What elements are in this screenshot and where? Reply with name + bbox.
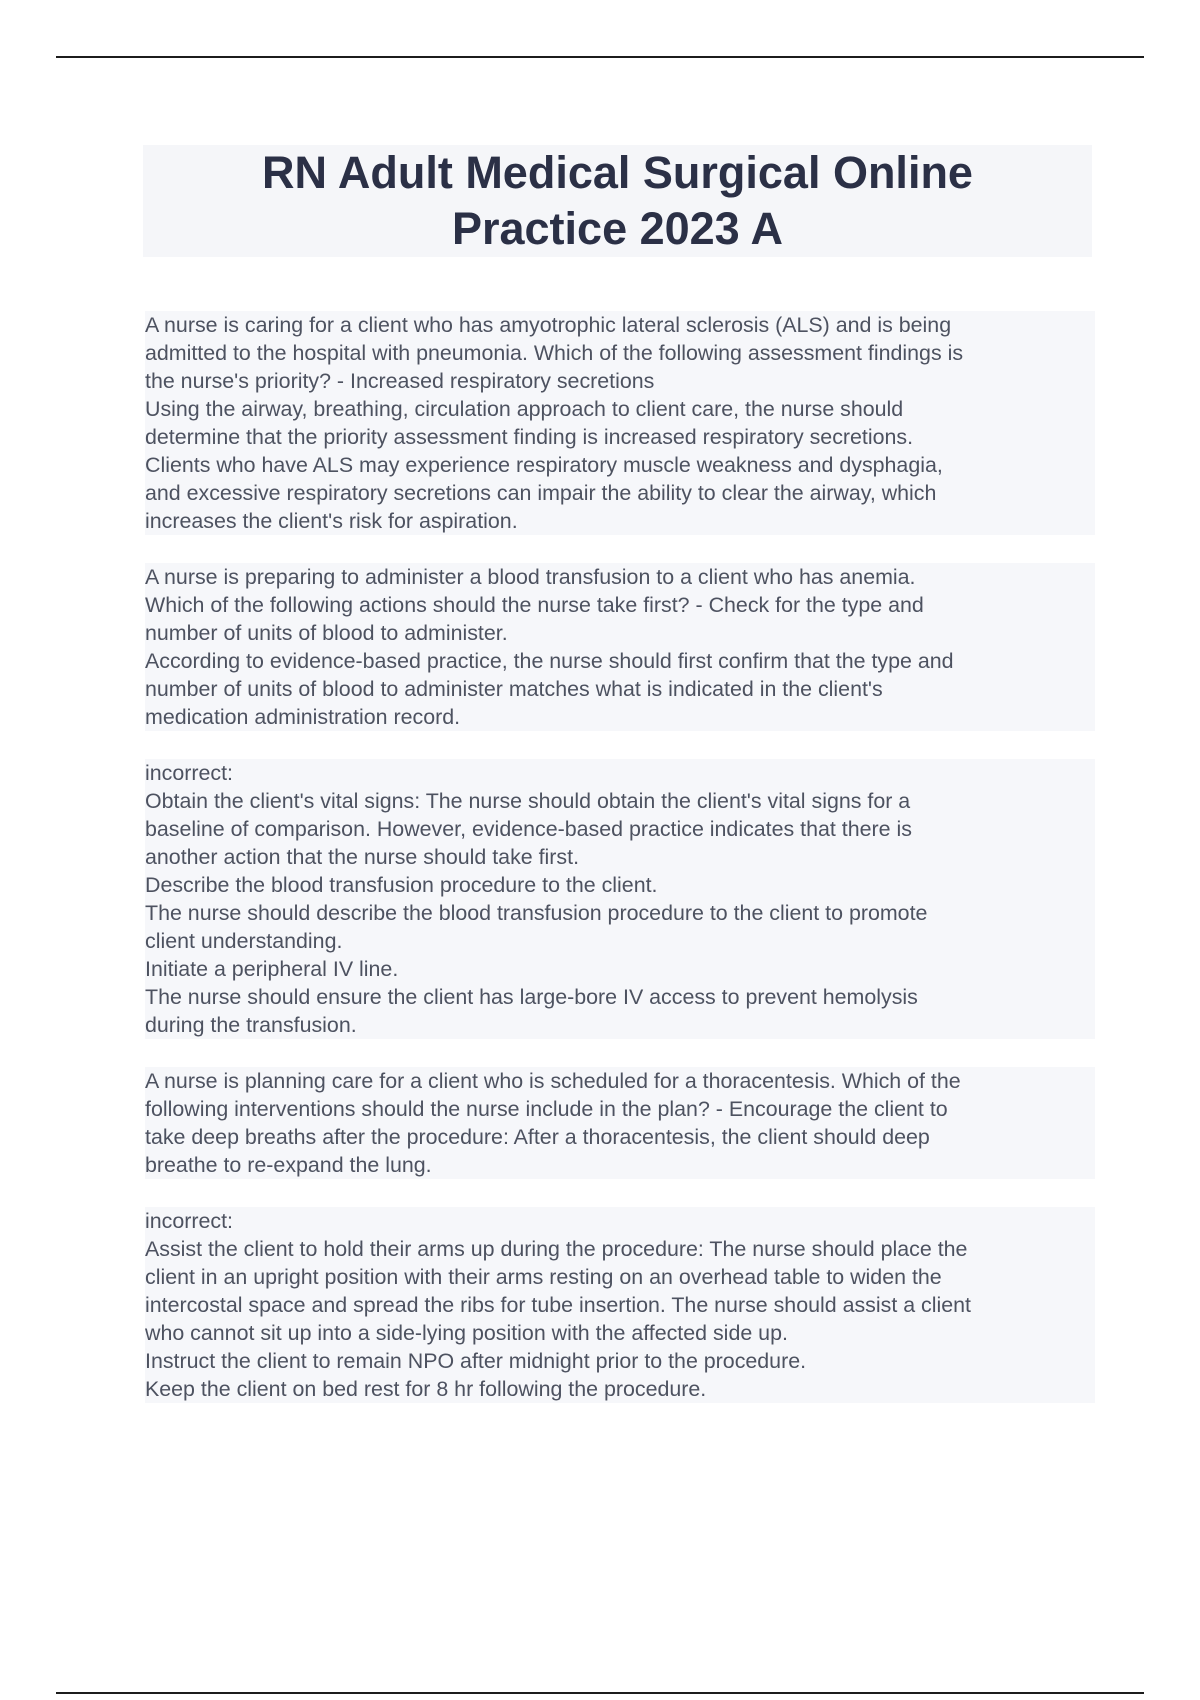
paragraph-4 [145, 1067, 1095, 1179]
bottom-rule [56, 1692, 1144, 1694]
text-line: client in an upright position with their arms resting on an overhead table to widen the [145, 1263, 1095, 1291]
top-rule [56, 56, 1144, 58]
page-title [262, 145, 973, 257]
paragraph-1 [145, 311, 1095, 535]
text-line: the nurse's priority? - Increased respiratory secretions [145, 367, 1095, 395]
paragraph-gap [145, 1179, 1095, 1207]
paragraph-2 [145, 563, 1095, 731]
text-line: number of units of blood to administer matches what is indicated in the client's [145, 675, 1095, 703]
paragraph-gap [145, 1039, 1095, 1067]
text-line: take deep breaths after the procedure: After a thoracentesis, the client should deep [145, 1123, 1095, 1151]
text-line: The nurse should describe the blood transfusion procedure to the client to promote [145, 899, 1095, 927]
text-line: Clients who have ALS may experience respiratory muscle weakness and dysphagia, [145, 451, 1095, 479]
text-line: The nurse should ensure the client has large-bore IV access to prevent hemolysis [145, 983, 1095, 1011]
text-line: breathe to re-expand the lung. [145, 1151, 1095, 1179]
title-box [143, 145, 1092, 257]
text-line: baseline of comparison. However, evidence-based practice indicates that there is [145, 815, 1095, 843]
text-line: increases the client's risk for aspiration. [145, 507, 1095, 535]
text-line: A nurse is planning care for a client who is scheduled for a thoracentesis. Which of the [145, 1067, 1095, 1095]
text-line: Using the airway, breathing, circulation approach to client care, the nurse should [145, 395, 1095, 423]
text-line: during the transfusion. [145, 1011, 1095, 1039]
text-line: client understanding. [145, 927, 1095, 955]
text-line: another action that the nurse should take first. [145, 843, 1095, 871]
text-line: and excessive respiratory secretions can impair the ability to clear the airway, which [145, 479, 1095, 507]
text-line: incorrect: [145, 1207, 1095, 1235]
text-line: who cannot sit up into a side-lying position with the affected side up. [145, 1319, 1095, 1347]
text-line: Obtain the client's vital signs: The nurse should obtain the client's vital signs for a [145, 787, 1095, 815]
paragraph-gap [145, 535, 1095, 563]
text-line: medication administration record. [145, 703, 1095, 731]
text-line: number of units of blood to administer. [145, 619, 1095, 647]
text-line: Assist the client to hold their arms up during the procedure: The nurse should place the [145, 1235, 1095, 1263]
text-line: admitted to the hospital with pneumonia. Which of the following assessment findings is [145, 339, 1095, 367]
text-line: Keep the client on bed rest for 8 hr following the procedure. [145, 1375, 1095, 1403]
text-line: A nurse is caring for a client who has amyotrophic lateral sclerosis (ALS) and is being [145, 311, 1095, 339]
text-line: intercostal space and spread the ribs for tube insertion. The nurse should assist a client [145, 1291, 1095, 1319]
text-line: incorrect: [145, 759, 1095, 787]
text-line: Which of the following actions should the nurse take first? - Check for the type and [145, 591, 1095, 619]
text-line: Instruct the client to remain NPO after midnight prior to the procedure. [145, 1347, 1095, 1375]
title-line-2: Practice 2023 A [451, 203, 784, 254]
document-body [145, 311, 1095, 1403]
title-line-1: RN Adult Medical Surgical Online [262, 147, 973, 198]
text-line: determine that the priority assessment finding is increased respiratory secretions. [145, 423, 1095, 451]
paragraph-gap [145, 731, 1095, 759]
text-line: A nurse is preparing to administer a blood transfusion to a client who has anemia. [145, 563, 1095, 591]
text-line: Initiate a peripheral IV line. [145, 955, 1095, 983]
text-line: following interventions should the nurse include in the plan? - Encourage the client to [145, 1095, 1095, 1123]
paragraph-5 [145, 1207, 1095, 1403]
text-line: Describe the blood transfusion procedure to the client. [145, 871, 1095, 899]
paragraph-3 [145, 759, 1095, 1039]
text-line: According to evidence-based practice, the nurse should first confirm that the type and [145, 647, 1095, 675]
